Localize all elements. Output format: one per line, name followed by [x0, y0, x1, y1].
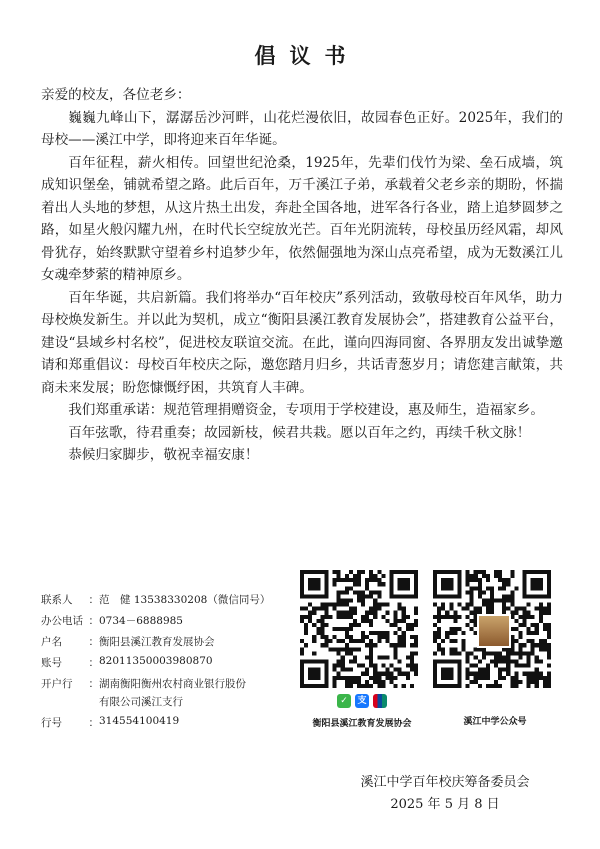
salutation: 亲爱的校友，各位老乡： [41, 87, 191, 103]
account-name-value: 衡阳县溪江教育发展协会 [99, 636, 215, 648]
account-name-row: 户名 ： 衡阳县溪江教育发展协会 [41, 634, 311, 655]
office-phone-value: 0734－6888985 [99, 615, 183, 627]
signature-date: 2025 年 5 月 8 日 [390, 797, 500, 812]
donation-qr-caption: 衡阳县溪江教育发展协会 [312, 719, 412, 729]
donation-qr-block [300, 570, 424, 729]
bank-value-line2: 有限公司溪江支行 [99, 696, 183, 708]
account-number-label: 账号 [41, 657, 62, 669]
bank-code-label: 行号 [41, 717, 62, 729]
signature-organization: 溪江中学百年校庆筹备委员会 [360, 775, 530, 790]
account-number-row: 账号 ： 82011350003980870 [41, 655, 311, 676]
contact-person-label: 联系人 [41, 594, 73, 606]
paragraph-conclusion: 百年弦歌，待君重奏；故园新枝，候君共栽。愿以百年之约，再续千秋文脉！ [68, 424, 531, 441]
wechat-account-qr-code[interactable] [433, 570, 551, 688]
signature-block [330, 772, 560, 816]
wechat-account-qr-block [433, 570, 557, 727]
paragraph-intro: 巍巍九峰山下，潺潺岳沙河畔，山花烂漫依旧，故园春色正好。2025年，我们的母校——溪江中学，即将迎来百年华诞。 [41, 109, 563, 148]
paragraph-history: 百年征程，薪火相传。回望世纪沧桑，1925年，先辈们伐竹为梁、垒石成墙，筑成知识堡垒，铺就希望之路。此后百年，万千溪江子弟，承载着父老乡亲的期盼，怀揣着出人头地的梦想，从这片热土出发，奔赴全国各地，进军各行各业，踏上追梦圆梦之路，如星火般闪耀九州，在时代长空绽放光芒。百年光阴流转，母校虽历经风霜，却风骨犹存，始终默默守望着乡村追梦少年，依然倔强地为深山点亮希望，成为无数溪江儿女魂牵梦萦的精神原乡。 [41, 154, 563, 283]
account-number-value: 82011350003980870 [99, 655, 213, 667]
paragraph-anniversary: 百年华诞，共启新篇。我们将举办“百年校庆”系列活动，致敬母校百年风华，助力母校焕发新生。并以此为契机，成立“衡阳县溪江教育发展协会”，搭建教育公益平台，建设“县域乡村名校”，促进校友联谊交流。在此，谨向四海同窗、各界朋友发出诚挚邀请和郑重倡议：母校百年校庆之际，邀您踏月归乡，共话青葱岁月；请您建言献策，共商未来发展；盼您慷慨纾困，共筑育人丰碑。 [41, 289, 563, 396]
wechat-pay-icon: ✓ [337, 694, 351, 708]
office-phone-label: 办公电话 [41, 615, 83, 627]
bank-code-row: 行号 ： 314554100419 [41, 715, 311, 736]
wechat-account-qr-caption: 溪江中学公众号 [463, 717, 527, 727]
paragraph-promise: 我们郑重承诺：规范管理捐赠资金，专项用于学校建设，惠及师生，造福家乡。 [68, 402, 544, 418]
bank-value-line1: 湖南衡阳衡州农村商业银行股份 [99, 678, 246, 690]
payment-icons [300, 694, 424, 708]
proposal-body [41, 84, 563, 467]
bank-row-continued [41, 694, 311, 715]
account-name-label: 户名 [41, 636, 62, 648]
alipay-icon: 支 [355, 694, 369, 708]
bank-code-value: 314554100419 [99, 715, 180, 727]
donation-qr-code[interactable] [300, 570, 418, 688]
school-photo-icon [477, 614, 511, 648]
unionpay-icon [373, 694, 387, 708]
contact-info [41, 592, 311, 736]
bank-row: 开户行 ： 湖南衡阳衡州农村商业银行股份 [41, 676, 311, 694]
bank-label: 开户行 [41, 678, 73, 690]
office-phone-row: 办公电话 ： 0734－6888985 [41, 613, 311, 634]
document-title: 倡议书 [254, 44, 360, 68]
contact-person-row: 联系人 ： 范 健 13538330208（微信同号） [41, 592, 311, 613]
closing-greeting: 恭候归家脚步，敬祝幸福安康！ [68, 447, 259, 463]
contact-person-value: 范 健 13538330208（微信同号） [99, 594, 271, 606]
